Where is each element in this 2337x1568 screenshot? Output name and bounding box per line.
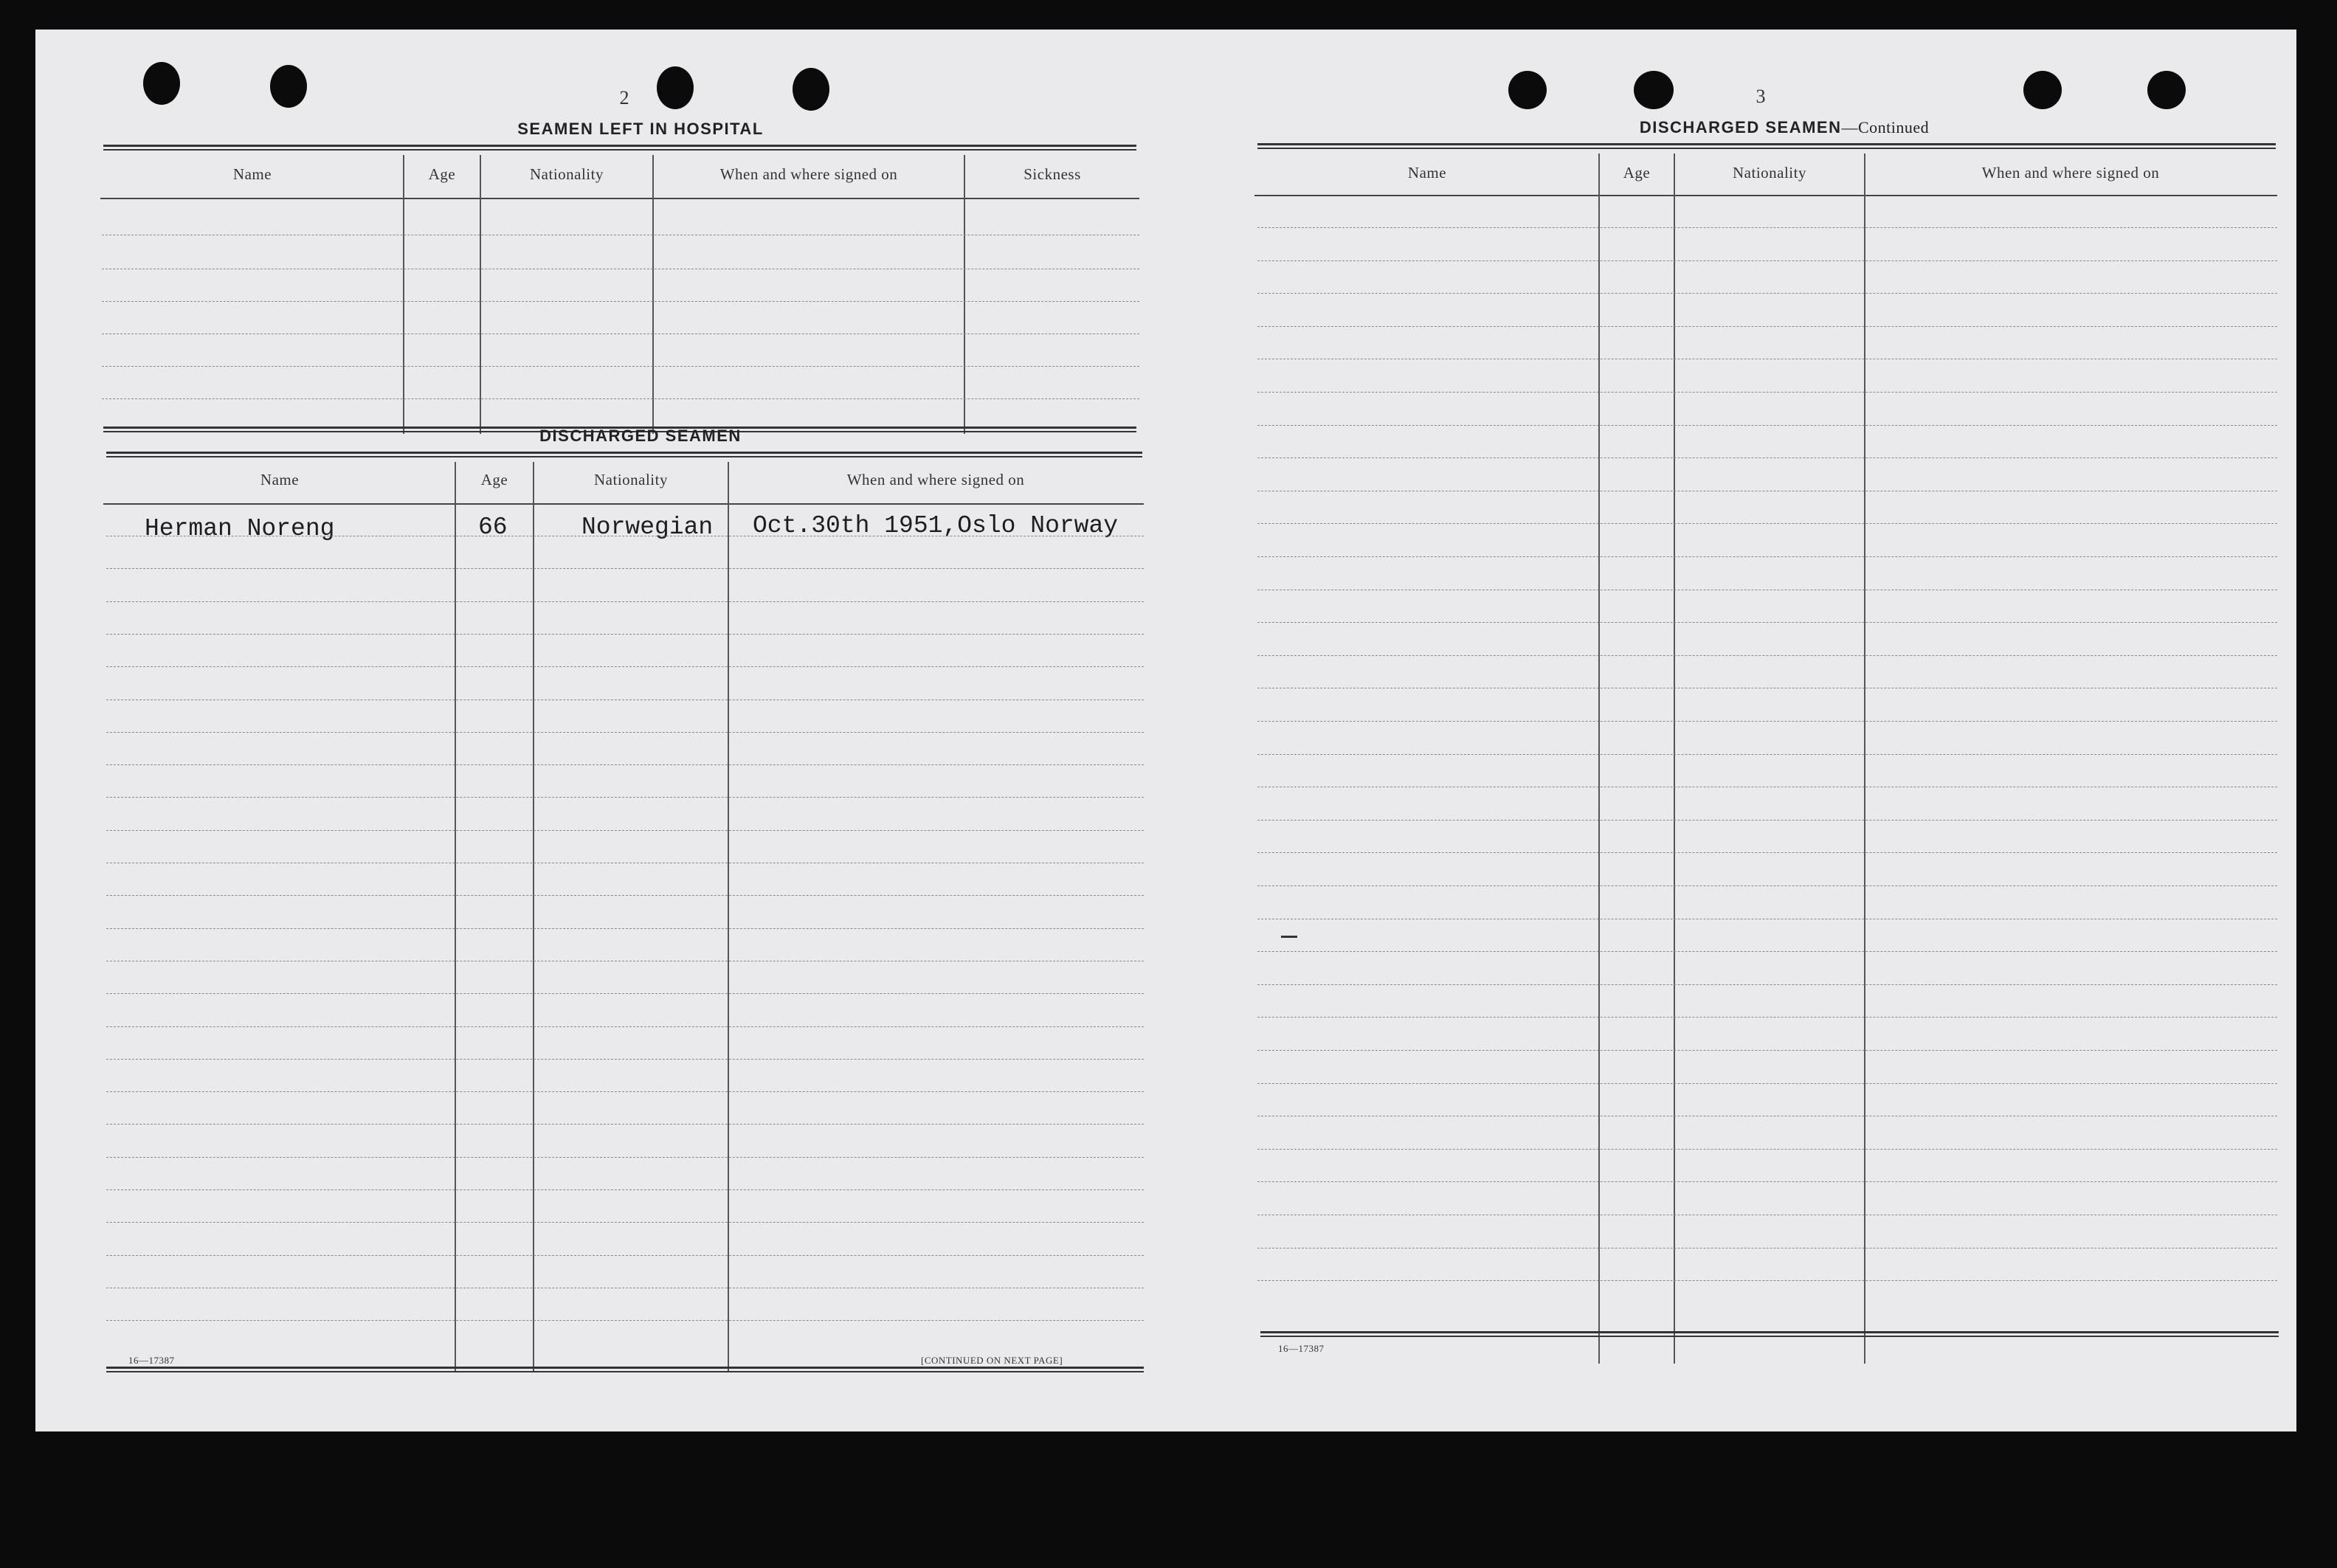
ruled-line [1257,392,2277,393]
ruled-line [106,830,1144,831]
discharged-continued-title [1526,118,2043,137]
punch-hole [2147,71,2186,109]
ruled-line [106,601,1144,602]
punch-hole [1634,71,1674,109]
col-head-name: Name [232,165,272,183]
punch-hole [143,62,180,105]
punch-hole [270,65,307,108]
ruled-line [106,797,1144,798]
page-number-left: 2 [619,87,629,108]
ruled-line [106,1255,1144,1256]
ruled-line [106,732,1144,733]
title-suffix: —Continued [1841,118,1930,137]
col-head-name: Name [1407,164,1447,182]
ruled-line [1257,523,2277,524]
punch-hole [1508,71,1547,109]
ruled-line [1257,293,2277,294]
col-head-age: Age [1623,164,1651,182]
discharged-section-title: DISCHARGED SEAMEN [539,426,742,445]
ruled-line [1257,227,2277,228]
col-head-age: Age [428,165,456,183]
col-head-sickness: Sickness [1023,165,1081,183]
ruled-line [106,1189,1144,1190]
col-head-name: Name [260,471,300,488]
ruled-line [106,666,1144,667]
ruled-line [1257,721,2277,722]
ruled-line [106,1059,1144,1060]
ruled-line [1257,1280,2277,1281]
stray-mark [1281,936,1297,938]
ruled-line [106,928,1144,929]
ruled-line [1257,1050,2277,1051]
ruled-line [106,993,1144,994]
ruled-line [1257,1017,2277,1018]
punch-hole [657,66,694,109]
col-head-nationality: Nationality [1733,164,1806,182]
col-head-signed-on: When and where signed on [1981,164,2160,182]
ruled-line [106,1157,1144,1158]
ruled-line [1257,326,2277,327]
page-number-right: 3 [1756,86,1766,107]
ruled-line [1257,754,2277,755]
ruled-line [1257,260,2277,261]
ruled-line [1257,951,2277,952]
form-number-right: 16—17387 [1278,1343,1325,1354]
punch-hole [793,68,829,111]
document-sheet [35,30,2296,1431]
punch-hole [2023,71,2062,109]
title-main: DISCHARGED SEAMEN [1639,118,1842,137]
ruled-line [106,1320,1144,1321]
ruled-line [106,764,1144,765]
ruled-line [1257,457,2277,458]
col-head-signed-on: When and where signed on [719,165,898,183]
ruled-line [106,568,1144,569]
seaman-signed-on: Oct.30th 1951,Oslo Norway [753,512,1119,539]
ruled-line [1257,425,2277,426]
ruled-line [106,634,1144,635]
ruled-line [106,1124,1144,1125]
ruled-line [1257,1181,2277,1182]
col-head-nationality: Nationality [530,165,604,183]
ruled-line [1257,1083,2277,1084]
ruled-line [1257,852,2277,853]
col-head-nationality: Nationality [594,471,668,488]
form-number-left: 16—17387 [128,1355,175,1366]
ruled-line [1257,655,2277,656]
ruled-line [1257,556,2277,557]
ruled-line [1257,885,2277,886]
ruled-line [1257,820,2277,821]
seaman-name: Herman Noreng [145,515,335,542]
ruled-line [1257,1149,2277,1150]
ruled-line [106,1091,1144,1092]
col-head-signed-on: When and where signed on [846,471,1025,488]
continued-note: [CONTINUED ON NEXT PAGE] [921,1355,1063,1366]
seaman-nationality: Norwegian [581,514,714,541]
col-head-age: Age [480,471,508,488]
hospital-section-title: SEAMEN LEFT IN HOSPITAL [517,120,764,138]
ruled-line [106,1026,1144,1027]
ruled-line [1257,622,2277,623]
seaman-age: 66 [478,514,508,541]
ruled-line [106,895,1144,896]
ruled-line [1257,984,2277,985]
ruled-line [106,1222,1144,1223]
